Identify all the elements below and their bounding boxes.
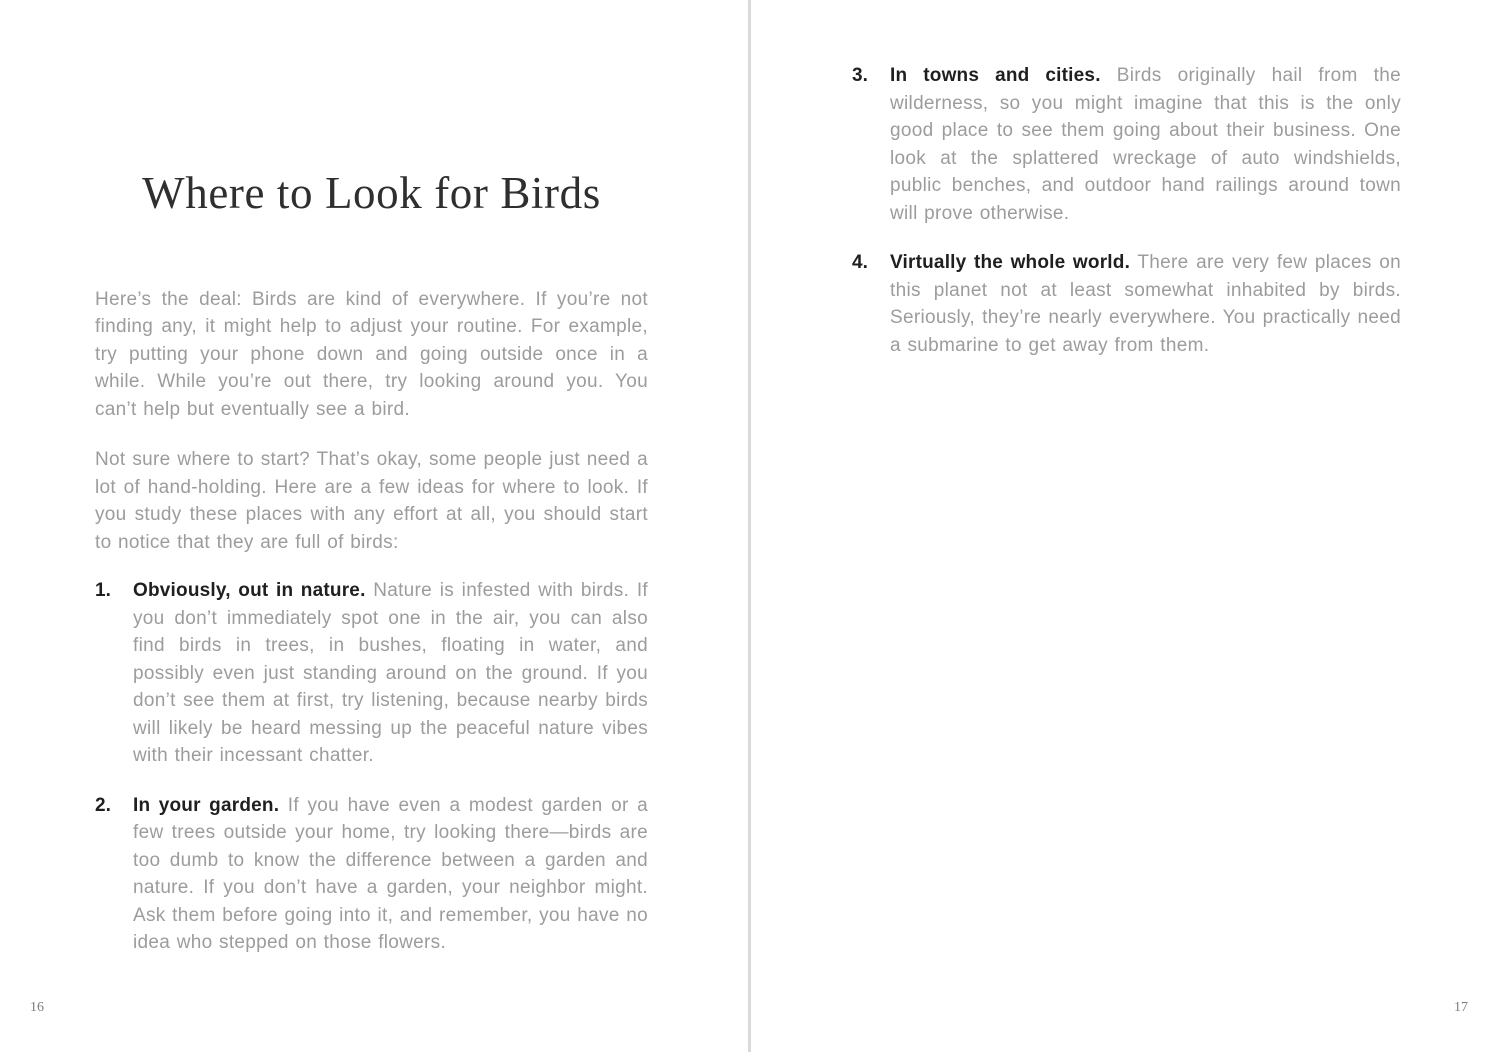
- intro-paragraph: Here’s the deal: Birds are kind of everywhere. If you’re not finding any, it might help to adjust your routine. For example, try putting your phone down and going outside once in a while. While you’re out there, try looking around you. You can’t help but eventually see a bird.: [95, 288, 648, 420]
- list-item-1-body: [133, 577, 648, 770]
- list-item-4-text: There are very few places on this planet not at least somewhat inhabited by birds. Seriously, they’re nearly everywhere. You practically need a submarine to get away from them.: [890, 252, 1401, 356]
- right-page: [852, 0, 1401, 359]
- page-gutter-divider: [748, 0, 751, 1052]
- list-item-4: [852, 249, 1401, 359]
- list-item-1: [95, 577, 648, 770]
- left-page-number: 16: [30, 1000, 44, 1015]
- list-item-1-lead: Obviously, out in nature.: [133, 580, 366, 602]
- where-to-start-paragraph: Not sure where to start? That’s okay, some people just need a lot of hand-holding. Here are a few ideas for where to look. If you study these places with any effort at all, you should start to notice that they are full of birds:: [95, 449, 648, 553]
- list-item-3: [852, 62, 1401, 227]
- list-item-2-body: [133, 792, 648, 957]
- list-item-3-number: 3.: [852, 65, 868, 86]
- list-item-4-lead: Virtually the whole world.: [890, 252, 1131, 273]
- chapter-title: Where to Look for Birds: [142, 168, 601, 218]
- list-item-2-text: If you have even a modest garden or a few trees outside your home, try looking there—birds are too dumb to know the difference between a garden and nature. If you don’t have a garden, your neighbor might. Ask them before going into it, and remember, you have no idea who stepped on those flowers.: [133, 794, 648, 954]
- list-item-4-number: 4.: [852, 252, 868, 273]
- list-item-2-lead: In your garden.: [133, 794, 280, 816]
- right-page-number: 17: [1454, 1000, 1468, 1015]
- list-item-2: [95, 792, 648, 957]
- left-page: [95, 0, 648, 957]
- list-item-3-text: Birds originally hail from the wilderness, so you might imagine that this is the only good place to see them going about their business. One look at the splattered wreckage of auto windshields, public benches, and outdoor hand railings around town will prove otherwise.: [890, 65, 1401, 224]
- list-item-4-body: [890, 249, 1401, 359]
- list-item-3-lead: In towns and cities.: [890, 65, 1101, 86]
- list-item-3-body: [890, 62, 1401, 227]
- list-item-2-number: 2.: [95, 794, 111, 816]
- list-item-1-number: 1.: [95, 580, 111, 602]
- list-item-1-text: Nature is infested with birds. If you don’t immediately spot one in the air, you can also find birds in trees, in bushes, floating in water, and possibly even just standing around on the ground. If you don’t see them at first, try listening, because nearby birds will likely be heard messing up the peaceful nature vibes with their incessant chatter.: [133, 580, 648, 767]
